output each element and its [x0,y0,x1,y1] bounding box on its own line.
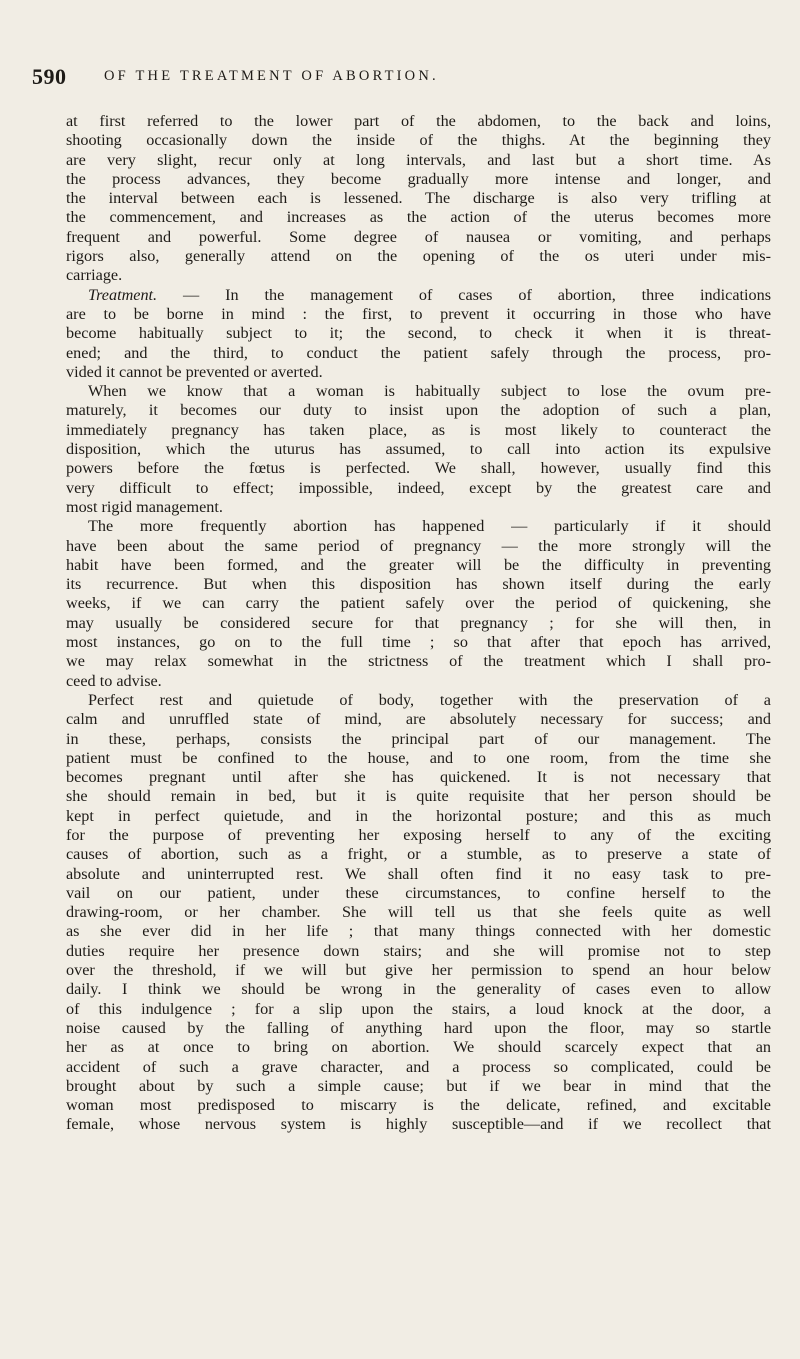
text-line: ened; and the third, to conduct the patient safely through the process, pro- [66,343,771,362]
running-head [32,64,772,94]
text-line: rigors also, generally attend on the opening of the os uteri under mis- [66,247,771,266]
text-line: most instances, go on to the full time ; so that after that epoch has arrived, [66,633,771,652]
text-line: at first referred to the lower part of the abdomen, to the back and loins, [66,112,771,130]
text-line: carriage. [66,266,123,285]
text-line: are to be borne in mind : the first, to prevent it occurring in those who have [66,304,771,323]
text-line: female, whose nervous system is highly susceptible—and if we recollect that [66,1115,771,1134]
text-line: become habitually subject to it; the second, to check it when it is threat- [66,324,771,343]
text-line: woman most predisposed to miscarry is the delicate, refined, and excitable [66,1096,771,1115]
text-line: kept in perfect quietude, and in the horizontal posture; and this as much [66,806,771,825]
text-line: shooting occasionally down the inside of the thighs. At the beginning they [66,131,771,150]
text-line: patient must be confined to the house, and to one room, from the time she [66,748,771,767]
text-line: accident of such a grave character, and a process so complicated, could be [66,1057,771,1076]
text-line: have been about the same period of pregnancy — the more strongly will the [66,536,771,555]
running-title: OF THE TREATMENT OF ABORTION. [104,68,439,84]
text-line: its recurrence. But when this disposition has shown itself during the early [66,575,771,594]
text-line: drawing-room, or her chamber. She will tell us that she feels quite as well [66,903,771,922]
text-line: calm and unruffled state of mind, are absolutely necessary for success; and [66,710,771,729]
text-line: vided it cannot be prevented or averted. [66,362,323,381]
text-line: immediately pregnancy has taken place, as is most likely to counteract the [66,420,771,439]
text-line: noise caused by the falling of anything hard upon the floor, may so startle [66,1018,771,1037]
text-line: vail on our patient, under these circumstances, to confine herself to the [66,883,771,902]
text-line: — In the management of cases of abortion, three indications [157,285,771,304]
text-line: becomes pregnant until after she has quickened. It is not necessary that [66,768,771,787]
text-line: duties require her presence down stairs; and she will promise not to step [66,941,771,960]
text-line: The more frequently abortion has happened — particularly if it should [88,517,771,536]
text-line: maturely, it becomes our duty to insist upon the adoption of such a plan, [66,401,771,420]
text-line: weeks, if we can carry the patient safely over the period of quickening, she [66,594,771,613]
text-line: over the threshold, if we will but give her permission to spend an hour below [66,961,771,980]
text-line: she should remain in bed, but it is quite requisite that her person should be [66,787,771,806]
text-line: very difficult to effect; impossible, indeed, except by the greatest care and [66,478,771,497]
text-line: the commencement, and increases as the action of the uterus becomes more [66,208,771,227]
text-line: the process advances, they become gradually more intense and longer, and [66,169,771,188]
text-line: daily. I think we should be wrong in the generality of cases even to allow [66,980,771,999]
text-line: of this indulgence ; for a slip upon the stairs, a loud knock at the door, a [66,999,771,1018]
text-line: disposition, which the uturus has assumed, to call into action its expulsive [66,440,771,459]
text-line: Perfect rest and quietude of body, together with the preservation of a [88,690,771,709]
text-line: habit have been formed, and the greater will be the difficulty in preventing [66,555,771,574]
text-line: the interval between each is lessened. The discharge is also very trifling at [66,189,771,208]
page-number: 590 [32,64,67,89]
text-line: her as at once to bring on abortion. We should scarcely expect that an [66,1038,771,1057]
text-line: most rigid management. [66,497,223,516]
text-line: brought about by such a simple cause; but if we bear in mind that the [66,1076,771,1095]
text-line: as she ever did in her life ; that many things connected with her domestic [66,922,771,941]
text-line: in these, perhaps, consists the principal part of our management. The [66,729,771,748]
text-line: causes of abortion, such as a fright, or a stumble, as to preserve a state of [66,845,771,864]
treatment-heading: Treatment. [88,285,158,304]
text-line: may usually be considered secure for that pregnancy ; for she will then, in [66,613,771,632]
text-line: frequent and powerful. Some degree of nausea or vomiting, and perhaps [66,227,771,246]
text-line: When we know that a woman is habitually subject to lose the ovum pre- [88,382,771,401]
text-line: ceed to advise. [66,671,162,690]
text-line: we may relax somewhat in the strictness of the treatment which I shall pro- [66,652,771,671]
text-line: for the purpose of preventing her exposing herself to any of the exciting [66,825,771,844]
treatment-paragraph-start [66,286,771,305]
text-line: absolute and uninterrupted rest. We shall often find it no easy task to pre- [66,864,771,883]
text-line: are very slight, recur only at long intervals, and last but a short time. As [66,150,771,169]
text-line: powers before the fœtus is perfected. We shall, however, usually find this [66,459,771,478]
body-text [66,112,771,1135]
